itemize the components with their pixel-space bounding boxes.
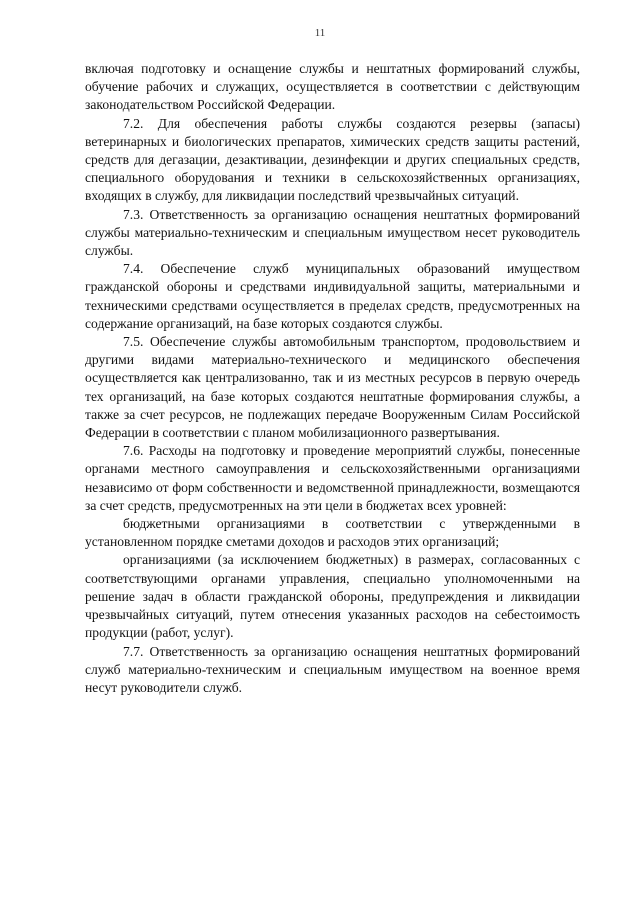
paragraph-budget-organizations: бюджетными организациями в соответствии с утвержденными в установленном порядке сметами доходов и расходов этих организаций; (85, 516, 580, 550)
paragraph-continuation: включая подготовку и оснащение службы и нештатных формирований службы, обучение рабочих и служащих, осуществляется в соответствии с действующим законодательством Российской Федерации. (85, 61, 580, 113)
paragraph-7-3: 7.3. Ответственность за организацию оснащения нештатных формирований службы материально-техническим и специальным имуществом несет руководитель службы. (85, 206, 580, 259)
paragraph-7-6: 7.6. Расходы на подготовку и проведение мероприятий службы, понесенные органами местного самоуправления и сельскохозяйственными организациями независимо от форм собственности и ведомственной принадлежности, возмещаются за счет средств, предусмотренных на эти цели в бюджетах всех уровней: (85, 443, 580, 513)
paragraph-other-organizations: организациями (за исключением бюджетных) в размерах, согласованных с соответствующими органами управления, специально уполномоченными на решение задач в области гражданской обороны, предупреждения и ликвидации чрезвычайных ситуаций, путем отнесения указанных расходов на себестоимость продукции (работ, услуг). (85, 552, 580, 641)
paragraph-7-5: 7.5. Обеспечение службы автомобильным транспортом, продовольствием и другими видами материально-технического и медицинского обеспечения осуществляется как централизованно, так и из местных ресурсов в первую очередь тех организаций, на базе которых создаются нештатные формирования службы, а также за счет ресурсов, не подлежащих передаче Вооруженным Силам Российской Федерации в соответствии с планом мобилизационного развертывания. (85, 334, 580, 441)
paragraph-7-4: 7.4. Обеспечение служб муниципальных образований имуществом гражданской обороны и средствами индивидуальной защиты, материальными и техническими средствами осуществляется в пределах средств, предусмотренных на содержание организаций, на базе которых создаются службы. (85, 261, 580, 331)
paragraph-7-2: 7.2. Для обеспечения работы службы создаются резервы (запасы) ветеринарных и биологических препаратов, химических средств защиты растений, средств для дегазации, дезактивации, дезинфекции и других специальных средств, специального оборудования и техники в сельскохозяйственных организациях, входящих в службу, для ликвидации последствий чрезвычайных ситуаций. (85, 115, 580, 204)
document-body (85, 60, 580, 697)
paragraph-7-7: 7.7. Ответственность за организацию оснащения нештатных формирований служб материально-техническим и специальным имуществом на военное время несут руководители служб. (85, 643, 580, 695)
page-number: 11 (314, 27, 326, 39)
